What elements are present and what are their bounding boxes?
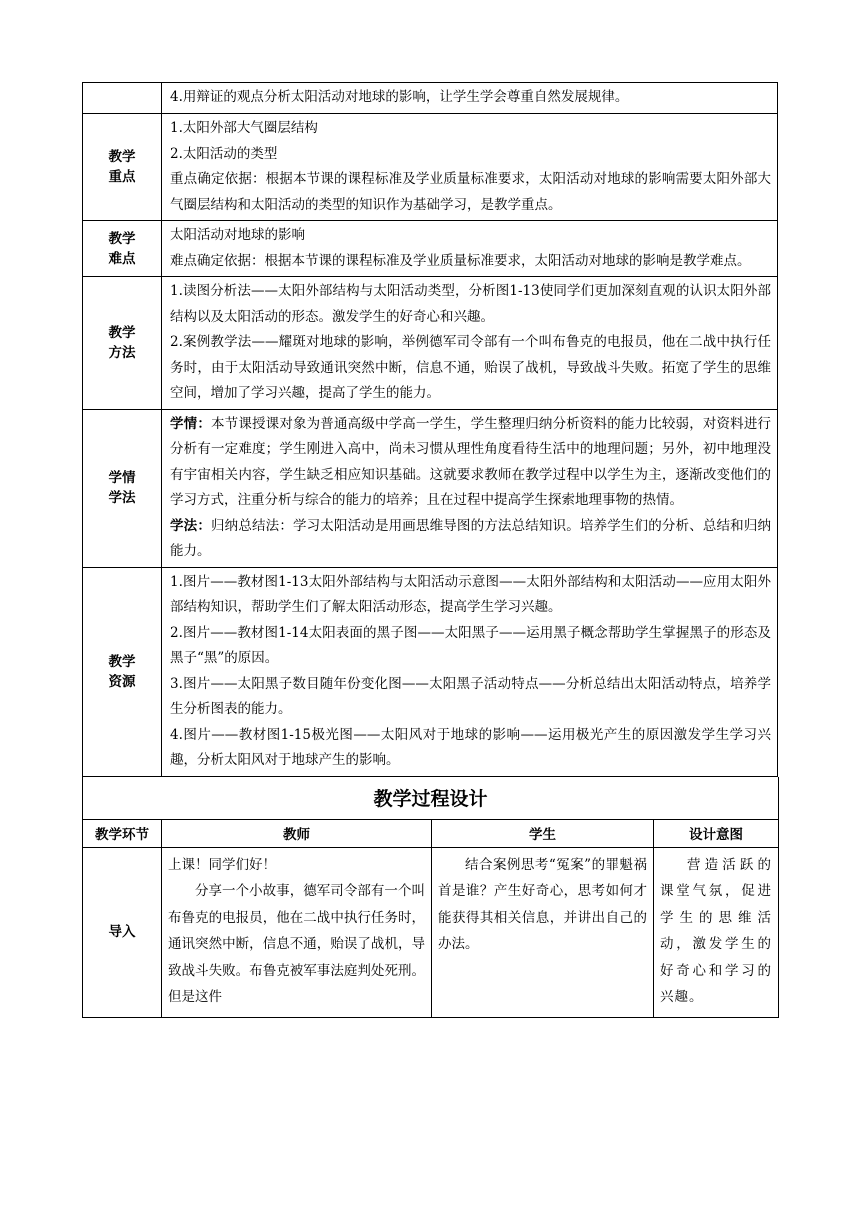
difficult-points-label: 教学难点 [83, 221, 162, 277]
process-header-row [83, 819, 779, 847]
difficult-points-row [83, 221, 778, 277]
teacher-story: 分享一个小故事，德军司令部有一个叫布鲁克的电报员，他在二战中执行任务时，通讯突然中断，信息不通，贻误了战机，导致战斗失败。布鲁克被军事法庭判处死刑。但是这件 [168, 883, 425, 1005]
process-table [82, 777, 779, 1018]
student-activity: 结合案例思考“冤案”的罪魁祸首是谁？产生好奇心，思考如何才能获得其相关信息，并讲出自己的办法。 [438, 856, 647, 952]
xueqing-text: 本节课授课对象为普通高级中学高一学生，学生整理归纳分析资料的能力比较弱，对资料进行分析有一定难度；学生刚进入高中，尚未习惯从理性角度看待生活中的地理问题；另外，初中地理没有宇宙相关内容，学生缺乏相应知识基础。这就要求教师在教学过程中以学生为主，逐渐改变他们的学习方式，注重分析与综合的能力的培养；且在过程中提高学生探索地理事物的热情。 [170, 415, 772, 508]
xueqing-heading: 学情： [170, 415, 211, 432]
xuefa-heading: 学法： [170, 517, 211, 534]
design-intent: 营造活跃的课堂气氛，促进学生的思维活动，激发学生的好奇心和学习的兴趣。 [660, 856, 773, 1005]
header-stage: 教学环节 [83, 819, 162, 847]
methods-label: 教学方法 [83, 277, 162, 410]
xuefa-paragraph [170, 514, 771, 565]
key-points-cell [162, 114, 778, 221]
xueqing-paragraph [170, 412, 771, 514]
resources-row [83, 567, 778, 776]
stage-cell: 导入 [83, 847, 162, 1017]
method-item: 2.案例教学法——耀斑对地球的影响，举例德军司令部有一个叫布鲁克的电报员，他在二战中执行任务时，由于太阳活动导致通讯突然中断，信息不通，贻误了战机，导致战斗失败。拓宽了学生的思维空间，增加了学习兴趣，提高了学生的能力。 [170, 334, 771, 401]
intent-cell [654, 847, 779, 1017]
resources-label: 教学资源 [83, 567, 162, 776]
teacher-greeting: 上课！同学们好！ [168, 856, 276, 873]
objective-row [83, 83, 778, 114]
difficult-point-line: 太阳活动对地球的影响 [170, 227, 305, 243]
resource-item: 3.图片——太阳黑子数目随年份变化图——太阳黑子活动特点——分析总结出太阳活动特点，培养学生分析图表的能力。 [170, 675, 771, 717]
resource-item: 4.图片——教材图1-15极光图——太阳风对于地球的影响——运用极光产生的原因激发学生学习兴趣，分析太阳风对于地球产生的影响。 [170, 726, 771, 768]
key-point-line: 2.太阳活动的类型 [170, 145, 278, 162]
learning-row [83, 409, 778, 567]
difficult-point-basis: 难点确定依据：根据本节课的课程标准及学业质量标准要求，太阳活动对地球的影响是教学难点。 [170, 252, 751, 269]
learning-cell [162, 409, 778, 567]
header-teacher: 教师 [162, 819, 432, 847]
xuefa-text: 归纳总结法：学习太阳活动是用画思维导图的方法总结知识。培养学生们的分析、总结和归纳能力。 [170, 517, 772, 559]
process-title: 教学过程设计 [83, 777, 779, 820]
process-row [83, 847, 779, 1017]
student-cell [432, 847, 654, 1017]
objective-line: 4.用辩证的观点分析太阳活动对地球的影响，让学生学会尊重自然发展规律。 [170, 89, 629, 106]
lesson-plan-table [82, 82, 778, 777]
resources-cell [162, 567, 778, 776]
learning-label: 学情学法 [83, 409, 162, 567]
teacher-cell [162, 847, 432, 1017]
resource-item: 2.图片——教材图1-14太阳表面的黑子图——太阳黑子——运用黑子概念帮助学生掌握黑子的形态及黑子“黑”的原因。 [170, 624, 771, 666]
header-student: 学生 [432, 819, 654, 847]
key-point-line: 1.太阳外部大气圈层结构 [170, 120, 318, 136]
empty-label [83, 83, 162, 114]
methods-row [83, 277, 778, 410]
key-points-row [83, 114, 778, 221]
header-intent: 设计意图 [654, 819, 779, 847]
methods-cell [162, 277, 778, 410]
document-page [82, 82, 778, 1018]
difficult-points-cell [162, 221, 778, 277]
method-item: 1.读图分析法——太阳外部结构与太阳活动类型，分析图1-13使同学们更加深刻直观的认识太阳外部结构以及太阳活动的形态。激发学生的好奇心和兴趣。 [170, 283, 771, 325]
key-point-basis: 重点确定依据：根据本节课的课程标准及学业质量标准要求，太阳活动对地球的影响需要太阳外部大气圈层结构和太阳活动的类型的知识作为基础学习，是教学重点。 [170, 171, 771, 213]
key-points-label: 教学重点 [83, 114, 162, 221]
objective-cell [162, 83, 778, 114]
resource-item: 1.图片——教材图1-13太阳外部结构与太阳活动示意图——太阳外部结构和太阳活动——应用太阳外部结构知识，帮助学生们了解太阳活动形态，提高学生学习兴趣。 [170, 573, 771, 615]
